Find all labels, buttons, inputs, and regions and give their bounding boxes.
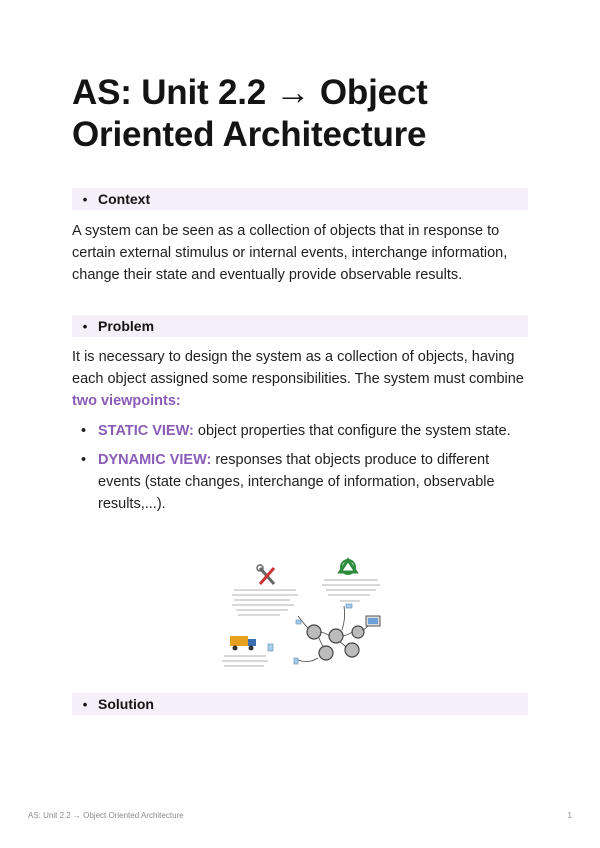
section-heading-problem [72,315,528,337]
footer-title: AS: Unit 2.2 → Object Oriented Architecture [28,811,184,820]
viewpoints-highlight: two viewpoints: [72,393,181,409]
bullet-icon: • [82,318,88,334]
section-heading-label: Context [98,191,151,207]
tools-icon [257,565,274,584]
page-number: 1 [567,811,572,820]
section-heading-context [72,188,528,210]
problem-paragraph [72,346,528,412]
static-view-text: object properties that configure the system state. [193,423,511,439]
page-title: AS: Unit 2.2 → Object Oriented Architecture [72,73,428,154]
text-scribble-bottom [222,656,268,666]
context-paragraph: A system can be seen as a collection of objects that in response to certain external stimulus or internal events, interchange information, change their state and eventually provide observable results. [72,223,508,283]
static-view-label: STATIC VIEW: [98,423,194,439]
text-scribble-right [322,580,380,601]
dynamic-view-label: DYNAMIC VIEW: [98,452,212,468]
dynamic-view-text: responses that objects produce to different events (state changes, interchange of information, observable results,...). [98,452,495,512]
object-network [307,625,364,660]
recycle-icon [340,560,356,574]
section-heading-solution [72,693,528,715]
computer-icon [366,616,380,626]
section-heading-label: Problem [98,318,155,334]
bullet-icon: • [82,696,88,712]
truck-icon [230,636,256,651]
list-item [72,449,528,515]
list-item [72,420,528,442]
object-diagram [218,556,388,672]
bullet-icon: • [82,191,88,207]
bullet-icon: • [81,423,87,439]
page-footer [28,811,572,820]
text-scribble-left [232,590,298,615]
problem-text: It is necessary to design the system as a collection of objects, having each object assigned some responsibilities. The system must combine [72,349,524,387]
bullet-icon: • [81,452,87,468]
viewpoints-list [72,420,528,522]
section-heading-label: Solution [98,696,154,712]
